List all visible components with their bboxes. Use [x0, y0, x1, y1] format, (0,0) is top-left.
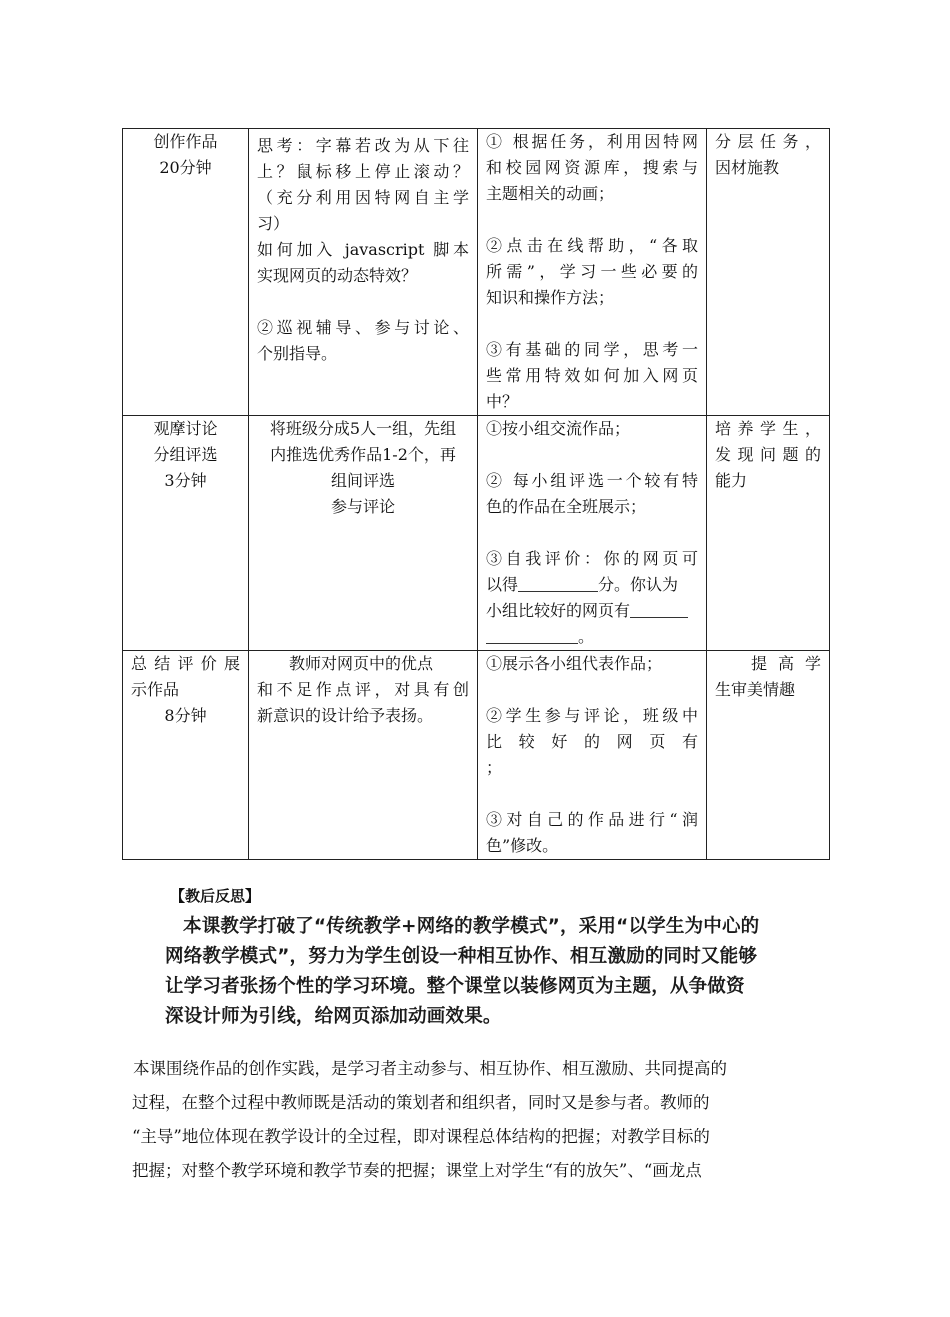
stage-cell: [123, 129, 249, 416]
student-text-fragment: 以得: [486, 575, 519, 594]
teacher-text-line: 教师对网页中的优点: [289, 654, 434, 673]
teacher-activity-cell: [249, 129, 478, 416]
teacher-text-line: 组间评选: [330, 471, 395, 490]
answer-blank: [630, 599, 688, 618]
stage-duration: 8分钟: [164, 706, 207, 725]
purpose-text-line: 因材施教: [715, 158, 780, 177]
stage-duration: 20分钟: [159, 158, 212, 177]
lesson-plan-table: [122, 128, 830, 860]
student-activity-cell: [478, 651, 707, 860]
stage-label: 创作作品: [153, 132, 218, 151]
teacher-text-line: （充分利用因特网自主学: [257, 188, 469, 207]
teacher-text-line: 上？鼠标移上停止滚动？: [257, 162, 469, 181]
student-text-fragment: 分。你认为: [598, 575, 679, 594]
teacher-text-line: 思考：字幕若改为从下往: [257, 136, 469, 155]
stage-label: 示作品: [131, 680, 180, 699]
reflection-image-text: [165, 912, 795, 1032]
stage-label: 分组评选: [153, 445, 218, 464]
student-text-line: 比较好的网页有: [486, 732, 698, 751]
student-text-line: 和校园网资源库，搜索与: [486, 158, 698, 177]
teacher-text-line: ②巡视辅导、参与讨论、: [257, 318, 469, 337]
student-text-line: ；: [486, 758, 503, 777]
purpose-cell: [707, 416, 830, 651]
student-text-line: [486, 598, 698, 624]
student-activity-cell: [478, 416, 707, 651]
purpose-cell: [707, 651, 830, 860]
body-line: 过程，在整个过程中教师既是活动的策划者和组织者，同时又是参与者。教师的: [132, 1093, 710, 1112]
student-text-fragment: 小组比较好的网页有: [486, 601, 631, 620]
answer-blank: [486, 625, 578, 644]
student-text-line: ③对自己的作品进行“润: [486, 810, 698, 829]
reflection-line: 本课教学打破了“传统教学+网络的教学模式”，采用“以学生为中心的: [183, 916, 760, 937]
teacher-text-line: 新意识的设计给予表扬。: [257, 706, 434, 725]
teacher-text-line: 实现网页的动态特效？: [257, 266, 418, 285]
student-text-line: ③自我评价：你的网页可: [486, 549, 698, 568]
stage-label: 观摩讨论: [153, 419, 218, 438]
teacher-text-line: 内推选优秀作品1-2个，再: [270, 445, 456, 464]
purpose-text-line: 分层任务，: [715, 132, 821, 151]
reflection-line: 深设计师为引线，给网页添加动画效果。: [165, 1006, 502, 1027]
table-row: [123, 651, 830, 860]
stage-label: 总结评价展: [131, 654, 240, 673]
student-text-line: 中？: [486, 392, 519, 411]
student-text-fragment: 。: [578, 627, 595, 646]
teacher-text-line: 和不足作点评，对具有创: [257, 680, 469, 699]
section-heading: 【教后反思】: [170, 887, 261, 905]
student-text-line: 色的作品在全班展示；: [486, 497, 647, 516]
student-text-line: ① 根据任务，利用因特网: [486, 132, 698, 151]
table-row: [123, 129, 830, 416]
teacher-activity-cell: [249, 416, 478, 651]
self-rating-line: [486, 572, 698, 598]
reflection-line: 网络教学模式”，努力为学生创设一种相互协作、相互激励的同时又能够: [165, 946, 758, 967]
teacher-text-line: 个别指导。: [257, 344, 338, 363]
student-text-line: 所需”，学习一些必要的: [486, 262, 698, 281]
body-line: 把握；对整个教学环境和教学节奏的把握；课堂上对学生“有的放矢”、“画龙点: [132, 1161, 702, 1180]
teacher-activity-cell: [249, 651, 478, 860]
teacher-text-line: 将班级分成5人一组，先组: [269, 419, 457, 438]
purpose-text-line: 发现问题的: [715, 445, 821, 464]
reflection-body: [132, 1052, 800, 1188]
purpose-text-line: 能力: [715, 471, 748, 490]
student-activity-cell: [478, 129, 707, 416]
stage-cell: [123, 416, 249, 651]
teacher-text-line: 如何加入 javascript 脚本: [257, 240, 469, 259]
student-text-line: ②学生参与评论，班级中: [486, 706, 698, 725]
student-text-line: 知识和操作方法；: [486, 288, 615, 307]
student-text-line: ③有基础的同学，思考一: [486, 340, 698, 359]
student-text-line: ①按小组交流作品；: [486, 419, 631, 438]
score-blank: [518, 573, 598, 592]
purpose-text-line: 培养学生，: [715, 419, 821, 438]
table-row: [123, 416, 830, 651]
student-text-line: 些常用特效如何加入网页: [486, 366, 698, 385]
purpose-text-line: 提高学: [751, 654, 821, 673]
student-text-line: ②点击在线帮助，“各取: [486, 236, 698, 255]
student-text-line: ② 每小组评选一个较有特: [486, 471, 698, 490]
stage-cell: [123, 651, 249, 860]
student-text-line: [486, 624, 698, 650]
purpose-text-line: 生审美情趣: [715, 680, 796, 699]
body-line: “主导”地位体现在教学设计的全过程，即对课程总体结构的把握；对教学目标的: [132, 1127, 710, 1146]
student-text-line: 色”修改。: [486, 836, 559, 855]
stage-duration: 3分钟: [164, 471, 207, 490]
student-text-line: ①展示各小组代表作品；: [486, 654, 663, 673]
teacher-text-line: 参与评论: [330, 497, 395, 516]
teacher-text-line: 习）: [257, 214, 290, 233]
purpose-cell: [707, 129, 830, 416]
body-line: 本课围绕作品的创作实践，是学习者主动参与、相互协作、相互激励、共同提高的: [133, 1059, 727, 1078]
reflection-line: 让学习者张扬个性的学习环境。整个课堂以装修网页为主题，从争做资: [165, 976, 745, 997]
student-text-line: 主题相关的动画；: [486, 184, 615, 203]
